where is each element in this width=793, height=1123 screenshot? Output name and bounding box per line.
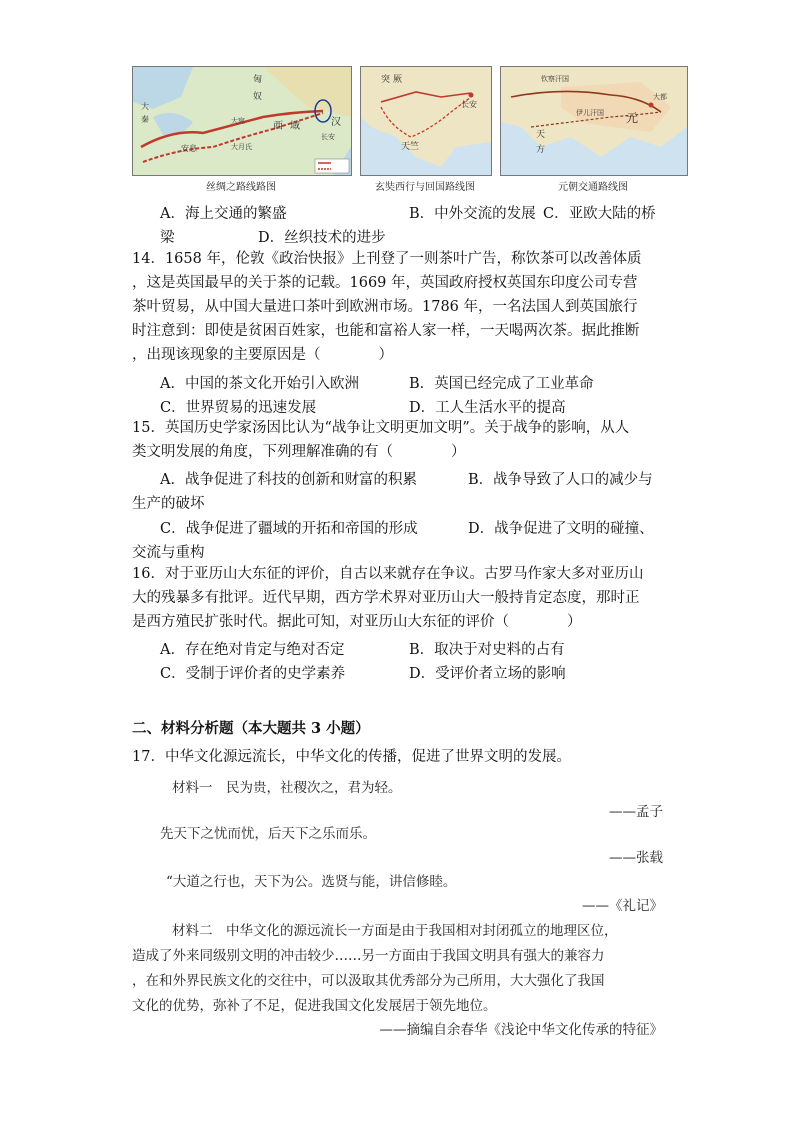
q15-option-b-continued: 生产的破坏 xyxy=(132,496,205,512)
q15-stem-line-1: 15．英国历史学家汤因比认为“战争让文明更加文明”。关于战争的影响，从人 xyxy=(132,420,630,436)
q14-stem-line-4: 时注意到：即使是贫困百姓家，也能和富裕人家一样，一天喝两次茶。据此推断 xyxy=(132,323,640,339)
silk-road-map xyxy=(132,66,352,176)
q17-material-1-quote-3: “大道之行也，天下为公。选贤与能，讲信修睦。 xyxy=(166,874,457,890)
q15-option-d[interactable]: D．战争促进了文明的碰撞、 xyxy=(468,521,654,537)
map3-label-3: 元 xyxy=(626,111,639,125)
q17-material-2-line-1: 材料二 中华文化的源远流长一方面是由于我国相对封闭孤立的地理区位， xyxy=(172,923,618,939)
q17-stem: 17．中华文化源远流长，中华文化的传播，促进了世界文明的发展。 xyxy=(132,749,571,765)
map3-label-5: 大都 xyxy=(653,93,667,101)
yuan-route-map xyxy=(500,66,688,176)
q13-option-d[interactable]: D．丝织技术的进步 xyxy=(258,230,386,246)
q14-option-a[interactable]: A．中国的茶文化开始引入欧洲 xyxy=(160,376,359,392)
map2-label-2: 长安 xyxy=(461,100,477,109)
silk-road-map-caption: 丝绸之路线路图 xyxy=(206,182,276,193)
q17-material-1-quote-1: 材料一 民为贵，社稷次之，君为轻。 xyxy=(172,780,402,796)
map-figures xyxy=(132,66,688,194)
q14-stem-line-1: 14．1658 年，伦敦《政治快报》上刊登了一则茶叶广告，称饮茶可以改善体质 xyxy=(132,251,642,267)
q17-material-1-source-2: ——张载 xyxy=(609,850,663,866)
map1-label-3: 秦 xyxy=(141,115,149,124)
q17-material-1-source-3: ——《礼记》 xyxy=(582,898,663,914)
map1-label-9: 大宛 xyxy=(231,117,245,125)
q15-option-a[interactable]: A．战争促进了科技的创新和财富的积累 xyxy=(160,472,417,488)
q16-option-d[interactable]: D．受评价者立场的影响 xyxy=(409,666,566,682)
q17-material-2-source: ——摘编自余春华《浅论中华文化传承的特征》 xyxy=(379,1022,663,1038)
q15-stem-line-2: 类文明发展的角度，下列理解准确的有（ ） xyxy=(132,444,466,460)
map2-label-1: 厥 xyxy=(393,75,403,85)
map1-label-0: 匈 xyxy=(253,75,263,85)
map3-label-2: 方 xyxy=(536,145,546,155)
q15-option-c[interactable]: C．战争促进了疆域的开拓和帝国的形成 xyxy=(160,521,418,537)
q15-option-d-continued: 交流与重构 xyxy=(132,545,205,561)
q14-stem-line-5: ，出现该现象的主要原因是（ ） xyxy=(132,347,393,363)
xuanzang-route-map xyxy=(360,66,492,176)
q13-option-c-continued: 梁 xyxy=(160,230,175,246)
silk-road-map-graphic xyxy=(133,67,351,175)
yuan-map-caption: 元朝交通路线图 xyxy=(558,182,628,193)
q16-option-b[interactable]: B．取决于对史料的占有 xyxy=(409,642,565,658)
map2-label-3: 天竺 xyxy=(401,142,420,152)
q14-option-c[interactable]: C．世界贸易的迅速发展 xyxy=(160,400,317,416)
q14-stem-line-2: ，这是英国最早的关于茶的记载。1669 年，英国政府授权英国东印度公司专营 xyxy=(132,275,638,291)
q15-option-b[interactable]: B．战争导致了人口的减少与 xyxy=(468,472,653,488)
q14-stem-line-3: 茶叶贸易，从中国大量进口茶叶到欧洲市场。1786 年，一名法国人到英国旅行 xyxy=(132,299,638,315)
map1-label-1: 奴 xyxy=(253,92,263,102)
q16-stem-line-2: 大的残暴多有批评。近代早期，西方学术界对亚历山大一般持肯定态度，那时正 xyxy=(132,590,640,606)
xuanzang-map-caption: 玄奘西行与回国路线图 xyxy=(375,182,475,193)
q17-material-2-line-2: 造成了外来同级别文明的冲击较少……另一方面由于我国文明具有强大的兼容力 xyxy=(132,948,605,964)
map3-label-0: 钦察汗国 xyxy=(541,75,569,83)
map3-label-1: 天 xyxy=(536,130,546,140)
q13-option-a[interactable]: A．海上交通的繁盛 xyxy=(160,206,287,222)
q16-stem-line-1: 16．对于亚历山大东征的评价，自古以来就存在争议。古罗马作家大多对亚历山 xyxy=(132,566,644,582)
q17-material-2-line-3: ，在和外界民族文化的交往中，可以汲取其优秀部分为己所用，大大强化了我国 xyxy=(132,973,605,989)
q17-material-1-source-1: ——孟子 xyxy=(609,804,663,820)
xuanzang-route-map-graphic xyxy=(361,67,491,175)
map1-label-7: 汉 xyxy=(331,117,341,128)
q17-material-2-line-4: 文化的优势，弥补了不足，促进我国文化发展居于领先地位。 xyxy=(132,998,497,1014)
map1-label-2: 大 xyxy=(141,102,149,111)
q13-option-c[interactable]: C．亚欧大陆的桥 xyxy=(543,206,656,222)
q17-material-1-quote-2: 先天下之忧而忧，后天下之乐而乐。 xyxy=(160,826,376,842)
map1-label-8: 长安 xyxy=(321,133,335,141)
map1-label-4: 安息 xyxy=(181,144,197,153)
map3-label-4: 伊儿汗国 xyxy=(576,109,604,117)
q16-option-c[interactable]: C．受制于评价者的史学素养 xyxy=(160,666,346,682)
yuan-route-map-graphic xyxy=(501,67,687,175)
q14-option-b[interactable]: B．英国已经完成了工业革命 xyxy=(409,376,594,392)
map1-label-6: 域 xyxy=(290,121,300,132)
map2-label-0: 突 xyxy=(381,75,391,85)
q16-option-a[interactable]: A．存在绝对肯定与绝对否定 xyxy=(160,642,345,658)
q14-option-d[interactable]: D．工人生活水平的提高 xyxy=(409,400,566,416)
q16-stem-line-3: 是西方殖民扩张时代。据此可知，对亚历山大东征的评价（ ） xyxy=(132,614,582,630)
map1-label-5: 西 xyxy=(273,121,283,132)
map1-label-10: 大月氏 xyxy=(231,143,252,151)
q13-option-b[interactable]: B．中外交流的发展 xyxy=(409,206,536,222)
section-2-title: 二、材料分析题（本大题共 3 小题） xyxy=(132,720,370,737)
